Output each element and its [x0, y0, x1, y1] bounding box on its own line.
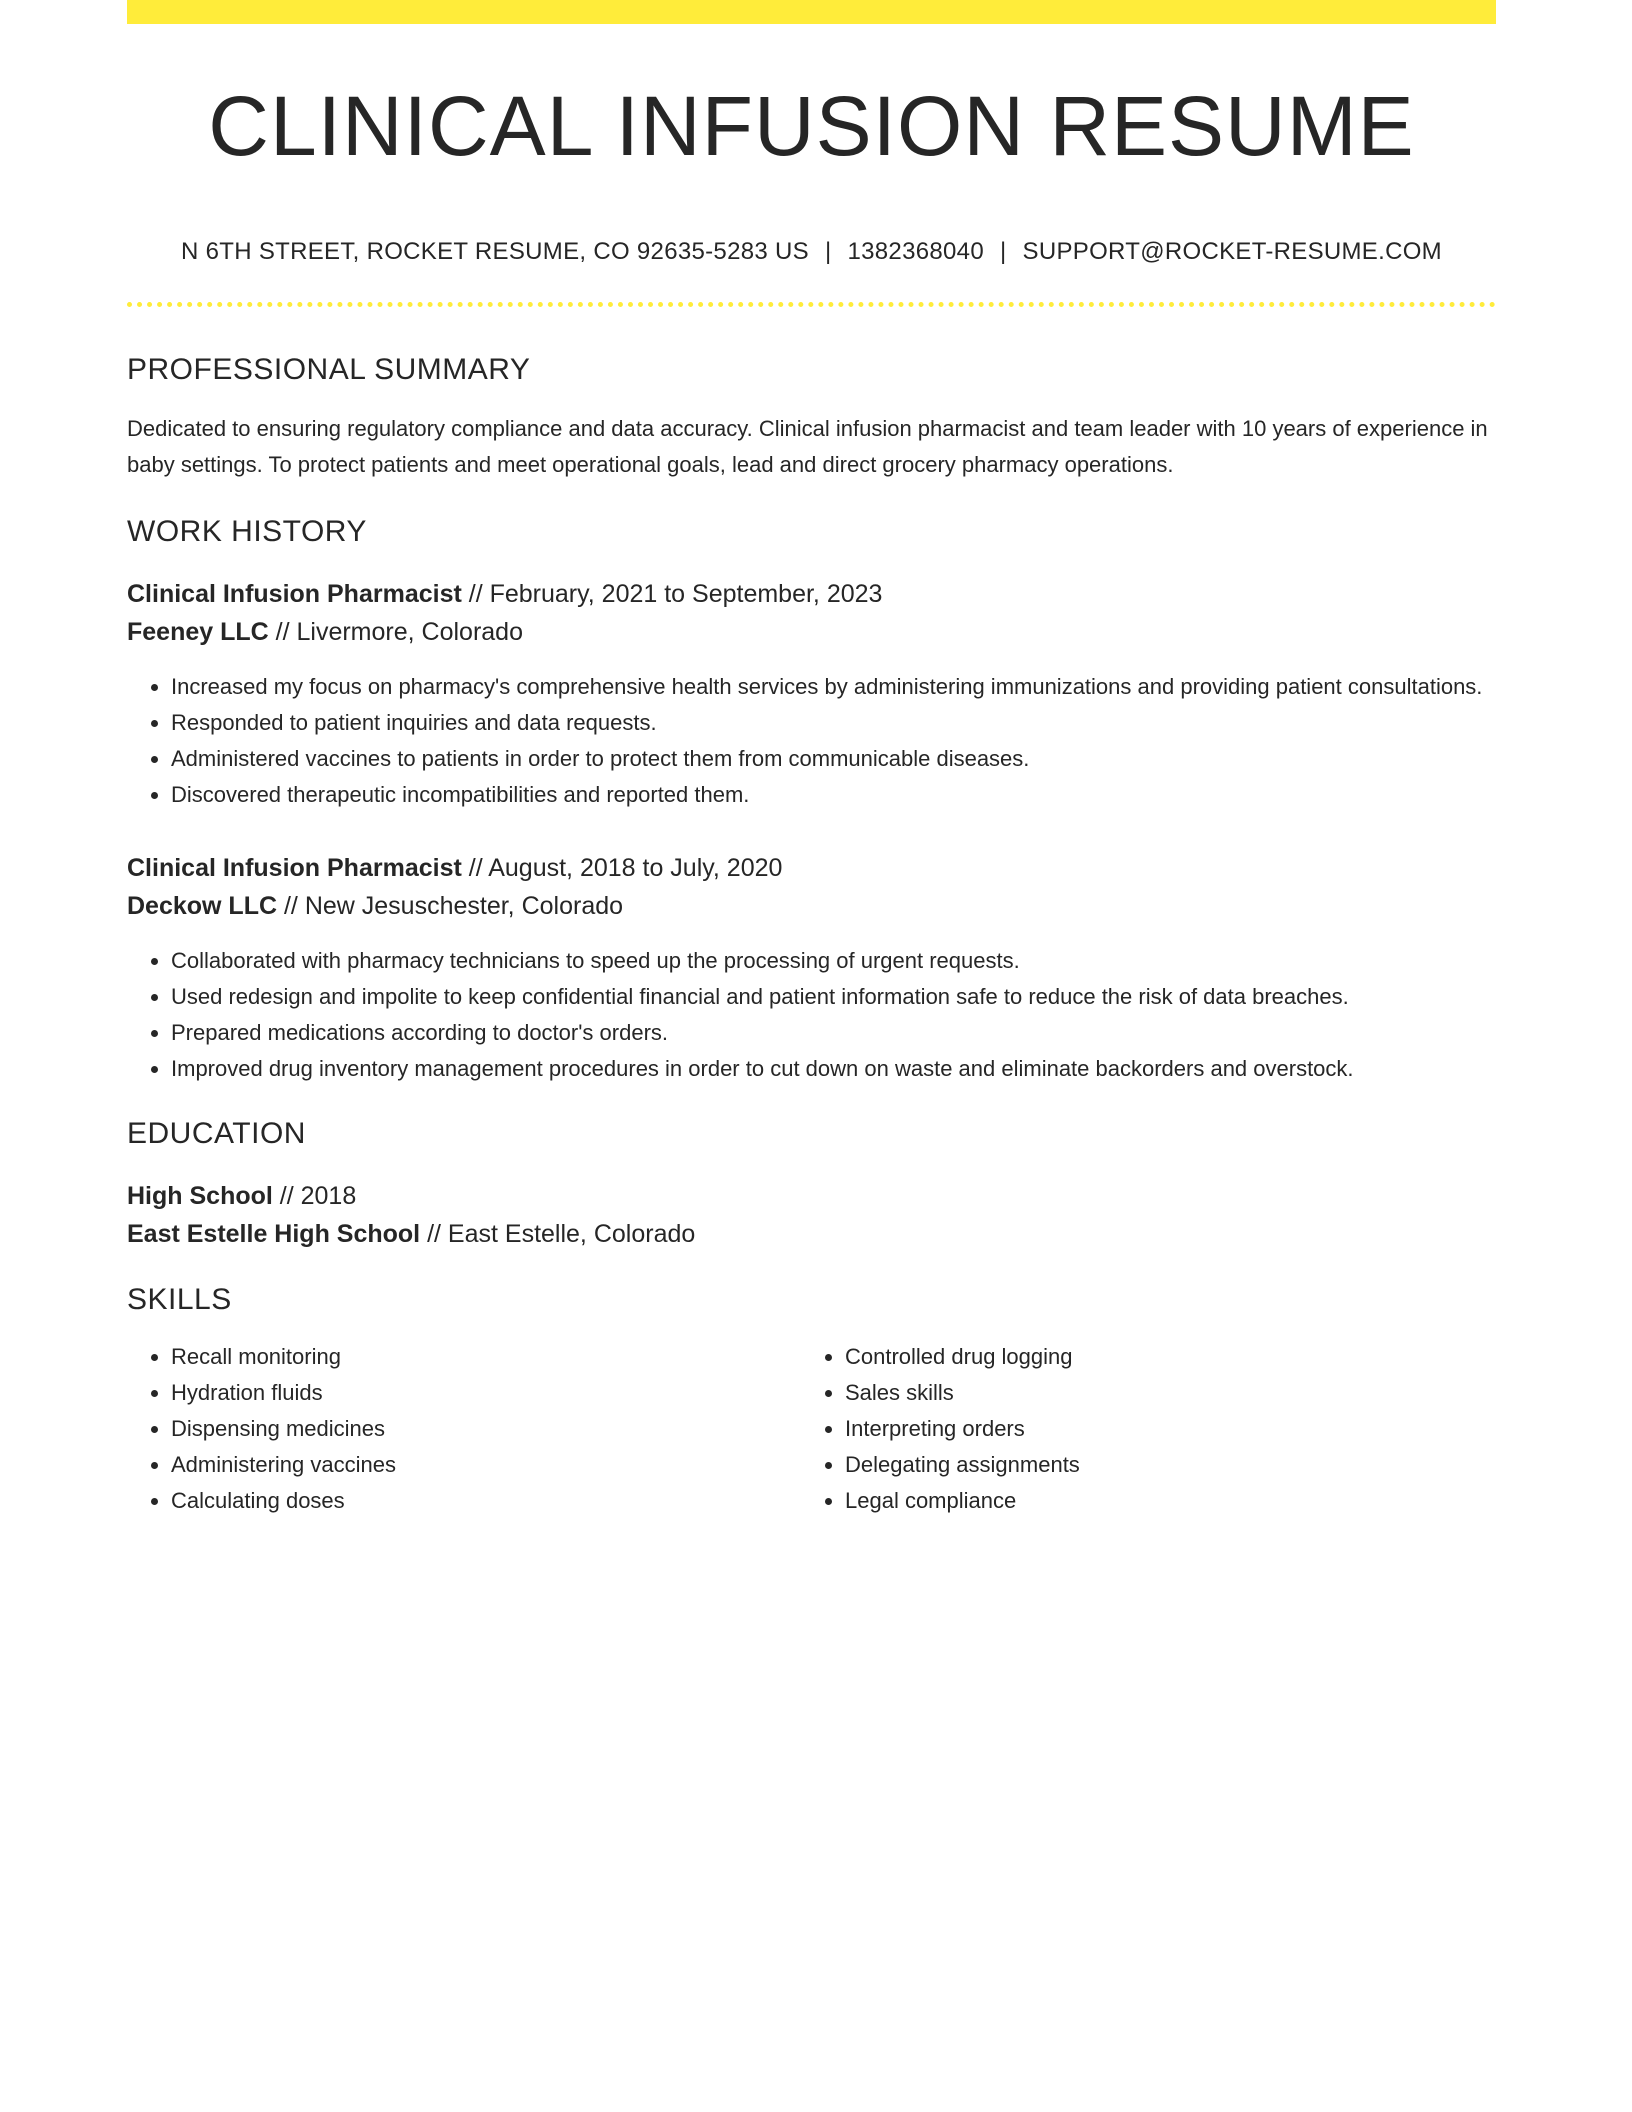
resume-title: CLINICAL INFUSION RESUME	[208, 79, 1415, 173]
job-dates: // February, 2021 to September, 2023	[461, 580, 883, 608]
job-role-line	[127, 575, 1496, 613]
summary-text: Dedicated to ensuring regulatory compliance and data accuracy. Clinical infusion pharmacist and team leader with 10 years of experience in baby settings. To protect patients and meet operational goals, lead and direct grocery pharmacy operations.	[127, 416, 1488, 477]
job-role: Clinical Infusion Pharmacist	[127, 580, 462, 608]
education-location: // East Estelle, Colorado	[420, 1220, 696, 1248]
education-school: East Estelle High School	[127, 1220, 421, 1248]
job-entry	[127, 575, 1496, 813]
skill-item: • Recall monitoring	[171, 1339, 801, 1375]
list-item: • Improved drug inventory management procedures in order to cut down on waste and eliminate backorders and overstock.	[171, 1051, 1496, 1087]
skill-item: • Calculating doses	[171, 1483, 801, 1519]
section-title-work-history: WORK HISTORY	[127, 515, 367, 548]
skill-item: • Dispensing medicines	[171, 1411, 801, 1447]
education-school-line	[127, 1215, 1496, 1253]
job-company-line	[127, 887, 1496, 925]
skills-column-left	[127, 1339, 801, 1519]
job-location: // New Jesuschester, Colorado	[277, 892, 624, 920]
skill-item: • Delegating assignments	[845, 1447, 1475, 1483]
skill-item: • Controlled drug logging	[845, 1339, 1475, 1375]
list-item: • Increased my focus on pharmacy's comprehensive health services by administering immunizations and providing patient consultations.	[171, 669, 1496, 705]
list-item: • Administered vaccines to patients in order to protect them from communicable diseases.	[171, 741, 1496, 777]
education-degree: High School	[127, 1182, 273, 1210]
skill-item: • Administering vaccines	[171, 1447, 801, 1483]
job-location: // Livermore, Colorado	[268, 618, 523, 646]
list-item: • Discovered therapeutic incompatibilities and reported them.	[171, 777, 1496, 813]
education-entry	[127, 1177, 1496, 1253]
contact-line	[127, 238, 1496, 266]
job-role-line	[127, 849, 1496, 887]
skills-column-right	[801, 1339, 1475, 1519]
job-company: Feeney LLC	[127, 618, 269, 646]
skill-item: • Legal compliance	[845, 1483, 1475, 1519]
job-bullets	[127, 669, 1496, 813]
education-degree-line	[127, 1177, 1496, 1215]
job-dates: // August, 2018 to July, 2020	[461, 854, 783, 882]
contact-separator: |	[999, 238, 1007, 265]
job-company-line	[127, 613, 1496, 651]
education-year: // 2018	[272, 1182, 357, 1210]
list-item: • Prepared medications according to doctor's orders.	[171, 1015, 1496, 1051]
contact-email: SUPPORT@ROCKET-RESUME.COM	[1022, 238, 1442, 265]
list-item: • Used redesign and impolite to keep confidential financial and patient information safe to reduce the risk of data breaches.	[171, 979, 1496, 1015]
section-title-education: EDUCATION	[127, 1117, 306, 1150]
contact-separator: |	[824, 238, 832, 265]
accent-top-bar	[127, 0, 1496, 24]
section-title-skills: SKILLS	[127, 1283, 232, 1316]
job-company: Deckow LLC	[127, 892, 278, 920]
contact-phone: 1382368040	[847, 238, 984, 265]
skills-grid	[127, 1339, 1496, 1519]
list-item: • Responded to patient inquiries and data requests.	[171, 705, 1496, 741]
section-title-summary: PROFESSIONAL SUMMARY	[127, 353, 531, 386]
skill-item: • Sales skills	[845, 1375, 1475, 1411]
dotted-divider	[127, 302, 1496, 307]
list-item: • Collaborated with pharmacy technicians to speed up the processing of urgent requests.	[171, 943, 1496, 979]
job-entry	[127, 849, 1496, 1087]
job-bullets	[127, 943, 1496, 1087]
contact-address: N 6TH STREET, ROCKET RESUME, CO 92635-5283 US	[181, 238, 809, 265]
skill-item: • Hydration fluids	[171, 1375, 801, 1411]
resume-page	[127, 0, 1496, 1519]
skill-item: • Interpreting orders	[845, 1411, 1475, 1447]
job-role: Clinical Infusion Pharmacist	[127, 854, 462, 882]
